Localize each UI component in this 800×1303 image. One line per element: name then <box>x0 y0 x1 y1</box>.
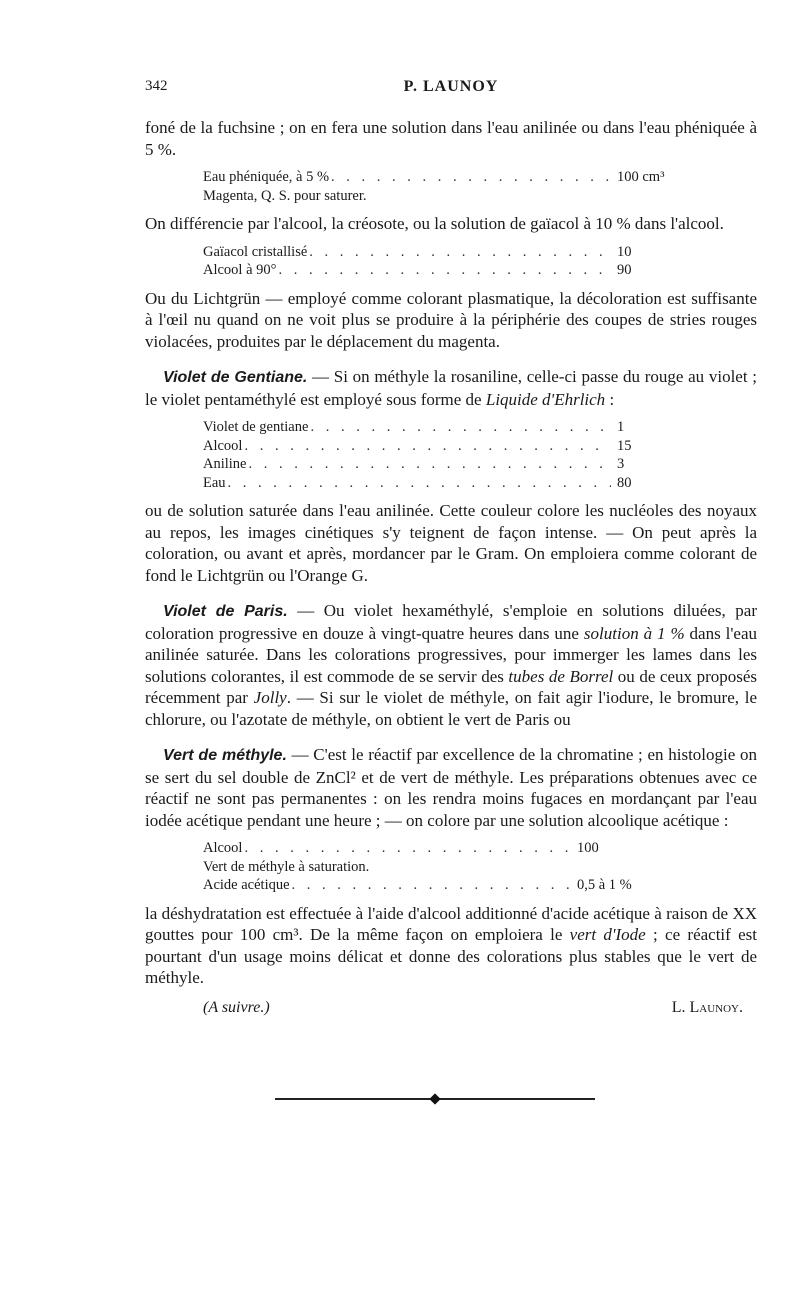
recipe-row <box>203 455 667 474</box>
leader-dots <box>331 168 611 187</box>
recipe-eau-pheniquee <box>203 168 667 205</box>
ingredient-quantity: 15 <box>617 437 632 454</box>
ingredient-name: Alcool <box>203 437 243 454</box>
recipe-row <box>203 839 667 858</box>
recipe-alcool-acetique <box>203 839 667 895</box>
section-violet-gentiane: Violet de Gentiane. — Si on méthyle la rosaniline, celle-ci passe du rouge au violet ; le violet pentaméthylé est employé sous forme de Liquide d'Ehrlich : <box>145 367 757 409</box>
ingredient-name: Acide acétique <box>203 877 290 893</box>
ingredient-quantity: 80 <box>617 474 632 491</box>
ingredient-name: Eau phéniquée, à 5 % <box>203 169 330 185</box>
ingredient-quantity: 10 <box>617 243 632 260</box>
leader-dots <box>244 437 611 456</box>
end-rule <box>275 1092 595 1106</box>
leader-dots <box>228 474 611 493</box>
ingredient-quantity: 1 <box>617 419 625 435</box>
leader-dots <box>292 876 571 895</box>
ingredient-quantity: 100 <box>577 840 599 856</box>
page-header <box>145 78 757 100</box>
ingredient-name: Gaïacol cristallisé <box>203 243 308 260</box>
section-heading: Violet de Paris. <box>163 603 288 620</box>
recipe-row <box>203 474 667 493</box>
ingredient-name: Magenta, Q. S. pour saturer. <box>203 187 367 204</box>
recipe-row <box>203 243 667 262</box>
recipe-row <box>203 168 667 187</box>
paragraph-solution-saturee: ou de solution saturée dans l'eau anilinée. Cette couleur colore les nucléoles des noyaux au repos, les images cinétiques s'y teignent de façon intense. — On peut après la coloration, ou avant et après, mordancer par le Gram. On emploiera comme colorant de fond le Lichtgrün ou l'Orange G. <box>145 501 757 585</box>
recipe-row <box>203 437 667 456</box>
paragraph-lichtgrun: Ou du Lichtgrün — employé comme colorant plasmatique, la décoloration est suffisante à l'œil nu quand on ne voit plus se produire à la périphérie des coupes de stries rouges violacées, produites par le déplacement du magenta. <box>145 288 757 351</box>
author-signature: L. Launoy. <box>671 998 743 1016</box>
recipe-row <box>203 418 667 437</box>
leader-dots <box>310 418 611 437</box>
recipe-row <box>203 858 667 877</box>
ingredient-name: Violet de gentiane <box>203 419 309 435</box>
section-heading: Vert de méthyle. <box>163 747 287 764</box>
article-footer <box>203 999 743 1017</box>
section-vert-methyle: Vert de méthyle. — C'est le réactif par excellence de la chromatine ; en histologie on se sert du sel double de ZnCl² et de vert de méthyle. Les préparations obtenues avec ce réactif ne sont pas permanentes : on les rendra moins fugaces en mordançant par l'eau iodée acétique pendant une heure ; — on colore par une solution alcoolique acétique : <box>145 745 757 830</box>
ingredient-name: Alcool <box>203 840 243 856</box>
section-violet-paris: Violet de Paris. — Ou violet hexaméthylé, s'emploie en solutions diluées, par coloration progressive en douze à vingt-quatre heures dans une solution à 1 % dans l'eau anilinée saturée. Dans les colorations progressives, pour immerger les lames dans les solutions colorantes, il est commode de se servir des tubes de Borrel ou de ceux proposés récemment par Jolly. — Si sur le violet de méthyle, on fait agir l'iodure, le bromure, le chlorure, ou l'azotate de méthyle, on obtient le vert de Paris ou <box>145 601 758 729</box>
leader-dots <box>249 455 612 474</box>
recipe-row <box>203 876 667 895</box>
recipe-gaiacol <box>203 243 667 280</box>
recipe-row <box>203 261 667 280</box>
ingredient-quantity: 0,5 à 1 % <box>577 877 632 893</box>
ingredient-name: Eau <box>203 474 226 491</box>
paragraph-deshydratation: la déshydratation est effectuée à l'aide d'alcool additionné d'acide acétique à raison de XX gouttes pour 100 cm³. De la même façon on emploiera le vert d'Iode ; ce réactif est pourtant d'un usage moins délicat et donne des colorations plus stables que le vert de méthyle. <box>145 903 757 987</box>
leader-dots <box>278 261 611 280</box>
recipe-row <box>203 187 667 206</box>
paragraph-differenciation: On différencie par l'alcool, la créosote, ou la solution de gaïacol à 10 % dans l'alcool. <box>145 214 724 233</box>
page-number: 342 <box>145 78 168 94</box>
recipe-liquide-ehrlich <box>203 418 667 492</box>
leader-dots <box>309 243 611 262</box>
article-body <box>145 117 757 1017</box>
ingredient-quantity: 100 cm³ <box>617 169 665 185</box>
ingredient-quantity: 90 <box>617 262 632 278</box>
ingredient-name: Vert de méthyle à saturation. <box>203 858 370 875</box>
diamond-ornament-icon <box>429 1093 441 1105</box>
to-be-continued: (A suivre.) <box>203 998 270 1016</box>
paragraph-fuchsine: foné de la fuchsine ; on en fera une solution dans l'eau anilinée ou dans l'eau phéniquée à 5 %. <box>145 118 757 159</box>
running-title: P. LAUNOY <box>403 78 499 95</box>
section-heading: Violet de Gentiane. <box>163 369 308 386</box>
ingredient-name: Alcool à 90° <box>203 262 277 278</box>
ingredient-quantity: 3 <box>617 456 625 472</box>
leader-dots <box>244 839 571 858</box>
ingredient-name: Aniline <box>203 456 247 472</box>
